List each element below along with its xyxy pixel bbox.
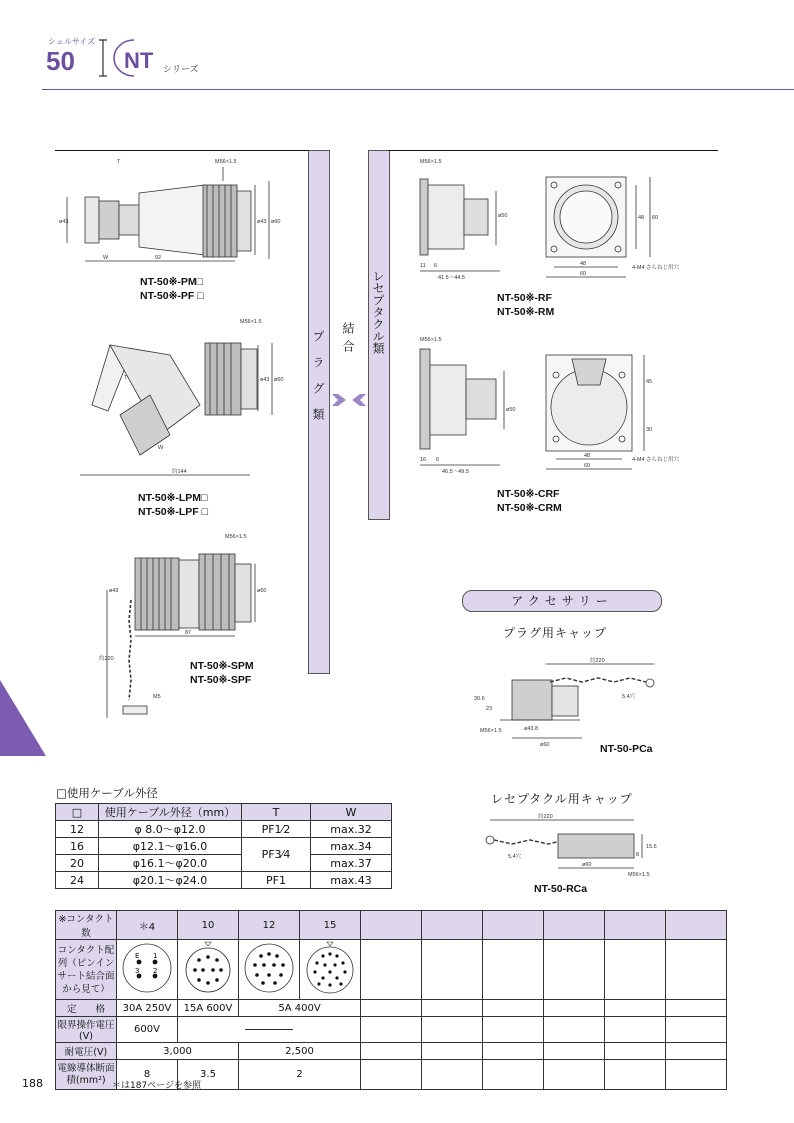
spec-label-rating: 定 格: [56, 1000, 117, 1017]
rca-d60-dim: ø60: [582, 862, 592, 868]
spec-empty: [422, 1000, 483, 1017]
spec-empty: [483, 1060, 544, 1090]
cable-row: [56, 838, 392, 855]
cable-table: [55, 803, 392, 889]
spec-empty: [544, 940, 605, 1000]
plug-frame-top: [55, 150, 330, 151]
spec-label-withstand: 耐電圧(V): [56, 1043, 117, 1060]
spec-empty: [544, 911, 605, 940]
lpm-d1-dim: ø43: [260, 377, 270, 383]
pca-thread-dim: M56×1.5: [480, 728, 502, 734]
spec-empty: [666, 1043, 727, 1060]
coupling-arrows-icon: [330, 390, 370, 410]
spec-withstand-row: [56, 1043, 727, 1060]
spec-empty: [483, 1000, 544, 1017]
spec-table: [55, 910, 727, 1090]
spec-empty: [422, 940, 483, 1000]
series-suffix: シリーズ: [163, 65, 199, 75]
drawing-spm: [95, 530, 305, 730]
rf-48h-dim: 48: [580, 261, 587, 267]
pm-len-dim: 92: [155, 255, 162, 261]
cable-col-code: □: [56, 804, 99, 821]
spec-empty: [361, 1043, 422, 1060]
pin-label-3: 3: [135, 967, 140, 975]
crf-a-dim: 16: [420, 457, 427, 463]
spec-empty: [483, 911, 544, 940]
drawing-pm: [55, 155, 305, 270]
rf-48v-dim: 48: [638, 215, 645, 221]
rating-4: 30A 250V: [117, 1000, 178, 1017]
rf-60v-dim: 60: [652, 215, 659, 221]
drawing-rca: [478, 812, 668, 880]
shell-size-number: 50: [46, 46, 75, 76]
crf-range-dim: 46.5～49.5: [442, 469, 469, 475]
footnote: ＊は187ページを参照: [112, 1081, 201, 1091]
limit-dash: [178, 1017, 361, 1043]
spec-contacts-10: 10: [178, 911, 239, 940]
cable-row: [56, 855, 392, 872]
spec-empty: [544, 1060, 605, 1090]
spec-label-limit: 限界操作電圧(V): [56, 1017, 117, 1043]
spm-thread-dim: M56×1.5: [225, 534, 247, 540]
spec-empty: [483, 1043, 544, 1060]
model-rf: NT-50※-RF: [497, 292, 552, 304]
crf-b-dim: 6: [436, 457, 440, 463]
crf-d-dim: ø50: [506, 407, 516, 413]
spec-rating-row: [56, 1000, 727, 1017]
pca-chain-dim: 約220: [590, 658, 605, 664]
spec-contacts-row: [56, 911, 727, 940]
withstand-4-10: 3,000: [117, 1043, 239, 1060]
crf-30-dim: 30: [646, 427, 653, 433]
spm-d2-dim: ø60: [257, 588, 267, 594]
cable-col-t: T: [242, 804, 311, 821]
model-pm: NT-50※-PM□: [140, 276, 203, 288]
cable-t: PF3⁄4: [242, 838, 311, 872]
withstand-12-15: 2,500: [239, 1043, 361, 1060]
cable-code: 20: [56, 855, 99, 872]
spec-empty: [361, 1060, 422, 1090]
spec-arrangement-row: [56, 940, 727, 1000]
model-crf: NT-50※-CRF: [497, 488, 560, 500]
cable-w: max.32: [311, 821, 392, 838]
drawing-crf: [400, 335, 710, 480]
spec-empty: [544, 1017, 605, 1043]
spec-empty: [361, 911, 422, 940]
spec-label-section: 電線導体断面積(mm²): [56, 1060, 117, 1090]
rf-thread-dim: M56×1.5: [420, 159, 442, 165]
cable-table-header: [56, 804, 392, 821]
spec-empty: [422, 1017, 483, 1043]
model-pf: NT-50※-PF □: [140, 290, 204, 302]
rf-a-dim: 11: [420, 263, 426, 269]
cable-code: 16: [56, 838, 99, 855]
arrangement-12: [239, 940, 300, 1000]
spec-empty: [483, 940, 544, 1000]
plug-band-text: プラグ類: [311, 330, 325, 434]
model-pca: NT-50-PCa: [600, 743, 653, 755]
crf-thread-dim: M56×1.5: [420, 337, 442, 343]
rf-b-dim: 6: [434, 263, 438, 269]
pca-d60-dim: ø60: [540, 742, 550, 748]
crf-holes-dim: 4-M4 さらねじ用穴: [632, 457, 680, 463]
pm-w-dim: W: [103, 255, 109, 261]
header-bracket: [96, 38, 110, 78]
pin-label-2: 2: [153, 967, 158, 975]
spec-empty: [422, 1043, 483, 1060]
lpm-thread-dim: M56×1.5: [240, 319, 262, 325]
model-rm: NT-50※-RM: [497, 306, 555, 318]
pm-t-dim: T: [117, 159, 121, 165]
arrangement-10: [178, 940, 239, 1000]
spec-empty: [483, 1017, 544, 1043]
rca-thread-dim: M56×1.5: [628, 872, 650, 878]
pca-306-dim: 30.6: [474, 696, 485, 702]
section-4: 8: [117, 1060, 178, 1090]
cable-range: φ 8.0～φ12.0: [99, 821, 242, 838]
spec-empty: [605, 911, 666, 940]
arrangement-15: [300, 940, 361, 1000]
cable-table-title: □使用ケーブル外径: [56, 786, 158, 800]
plug-band-label: [308, 330, 328, 434]
spec-empty: [605, 940, 666, 1000]
spec-empty: [361, 1000, 422, 1017]
model-crm: NT-50※-CRM: [497, 502, 562, 514]
cable-row: [56, 872, 392, 889]
rating-10: 15A 600V: [178, 1000, 239, 1017]
spec-contacts-15: 15: [300, 911, 361, 940]
model-lpm: NT-50※-LPM□: [138, 492, 208, 504]
spec-empty: [666, 1000, 727, 1017]
spec-empty: [605, 1060, 666, 1090]
cable-t: PF1⁄2: [242, 821, 311, 838]
limit-4: 600V: [117, 1017, 178, 1043]
spec-empty: [666, 940, 727, 1000]
arrangement-4: [117, 940, 178, 1000]
receptacle-cap-title: レセプタクル用キャップ: [491, 792, 633, 806]
lpm-len-dim: 約144: [172, 469, 187, 475]
cable-row: [56, 821, 392, 838]
pm-d2-dim: ø43: [257, 219, 267, 225]
spec-empty: [544, 1000, 605, 1017]
pin-label-e: E: [135, 952, 140, 960]
accessory-banner: アクセサリー: [462, 590, 662, 612]
spec-empty: [422, 1060, 483, 1090]
pca-23-dim: 23: [486, 706, 493, 712]
cable-w: max.43: [311, 872, 392, 889]
spec-empty: [605, 1017, 666, 1043]
rf-holes-dim: 4-M4 さらねじ用穴: [632, 265, 680, 271]
spec-empty: [666, 1017, 727, 1043]
crf-45-dim: 45: [646, 379, 653, 385]
spec-empty: [605, 1000, 666, 1017]
cable-code: 12: [56, 821, 99, 838]
drawing-lpm: [80, 315, 305, 485]
cable-col-range: 使用ケーブル外径（mm）: [99, 804, 242, 821]
crf-60-dim: 60: [584, 463, 591, 469]
rca-8-dim: 8: [636, 852, 640, 858]
rca-hole-dim: 5.4穴: [508, 854, 522, 860]
spec-contacts-4: ＊4: [117, 911, 178, 940]
header-rule: [42, 89, 794, 90]
model-lpf: NT-50※-LPF □: [138, 506, 208, 518]
spec-empty: [361, 1017, 422, 1043]
drawing-pca: [470, 650, 670, 750]
corner-tab: [0, 680, 46, 756]
rf-range-dim: 41.5～44.5: [438, 275, 465, 281]
series-code: NT: [124, 48, 154, 73]
receptacle-band-label: [368, 270, 388, 354]
rf-d-dim: ø50: [498, 213, 508, 219]
page-number: 188: [22, 1077, 43, 1090]
pm-d3-dim: ø60: [271, 219, 281, 225]
coupling-label: [338, 322, 358, 358]
rca-chain-dim: 約220: [538, 814, 553, 820]
rca-156-dim: 15.6: [646, 844, 657, 850]
receptacle-band-text: レセプタクル類: [371, 270, 385, 354]
spec-empty: [666, 1060, 727, 1090]
cable-range: φ12.1～φ16.0: [99, 838, 242, 855]
section-10: 3.5: [178, 1060, 239, 1090]
spm-m5-dim: M5: [153, 694, 161, 700]
spm-chain-dim: 約220: [99, 656, 114, 662]
spec-label-contacts: ※コンタクト数: [56, 911, 117, 940]
spec-empty: [544, 1043, 605, 1060]
spec-empty: [361, 940, 422, 1000]
drawing-rf: [400, 155, 710, 285]
spec-limit-row: [56, 1017, 727, 1043]
spec-empty: [666, 911, 727, 940]
model-spm: NT-50※-SPM: [190, 660, 254, 672]
cable-w: max.34: [311, 838, 392, 855]
cable-w: max.37: [311, 855, 392, 872]
section-12-15: 2: [239, 1060, 361, 1090]
cable-col-w: W: [311, 804, 392, 821]
spec-label-arrangement: コンタクト配列（ピンインサート結合面から見て）: [56, 940, 117, 1000]
cable-range: φ20.1～φ24.0: [99, 872, 242, 889]
lpm-w-dim: W: [158, 445, 164, 451]
crf-48-dim: 48: [584, 453, 591, 459]
plug-cap-title: プラグ用キャップ: [503, 626, 608, 640]
pca-d438-dim: ø43.8: [524, 726, 539, 732]
cable-code: 24: [56, 872, 99, 889]
receptacle-frame-top: [388, 150, 718, 151]
pm-thread-dim: M56×1.5: [215, 159, 237, 165]
rf-60h-dim: 60: [580, 271, 587, 277]
rating-12-15: 5A 400V: [239, 1000, 361, 1017]
coupling-text: 結合: [341, 322, 355, 358]
pin-label-1: 1: [153, 952, 158, 960]
spm-len-dim: 87: [185, 630, 192, 636]
model-rca: NT-50-RCa: [534, 883, 588, 895]
pca-hole-dim: 5.4穴: [622, 694, 636, 700]
shell-size-label: シェルサイズ: [48, 37, 96, 46]
lpm-d2-dim: ø60: [274, 377, 284, 383]
spm-d1-dim: ø43: [109, 588, 119, 594]
spec-empty: [605, 1043, 666, 1060]
spec-empty: [422, 911, 483, 940]
spec-contacts-12: 12: [239, 911, 300, 940]
lpm-t-dim: T: [124, 375, 128, 381]
cable-t: PF1: [242, 872, 311, 889]
model-spf: NT-50※-SPF: [190, 674, 252, 686]
cable-range: φ16.1～φ20.0: [99, 855, 242, 872]
pm-d1-dim: ø43: [59, 219, 69, 225]
